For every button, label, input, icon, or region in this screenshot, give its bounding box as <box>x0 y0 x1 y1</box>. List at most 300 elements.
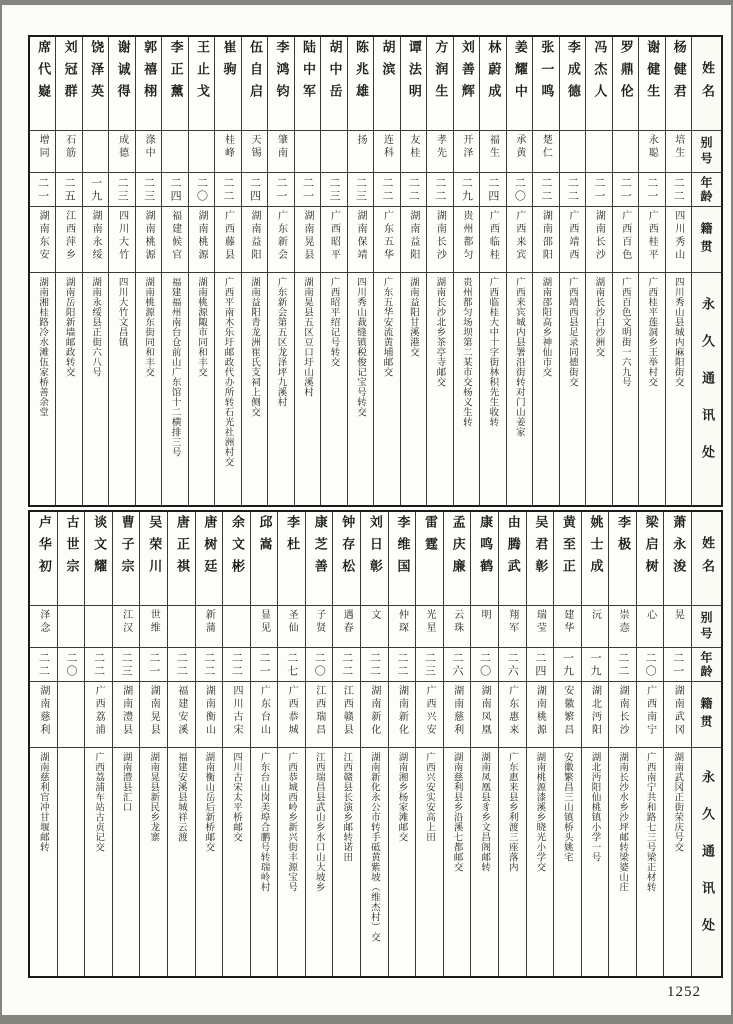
person-address: 湖南桃源东街同和丰交 <box>143 277 155 377</box>
person-native-place: 江西萍乡 <box>56 207 81 273</box>
person-native-place <box>58 682 85 748</box>
person-column <box>250 512 278 976</box>
person-native-place: 广西昭平 <box>321 207 346 273</box>
person-address: 广西百色文明街一六九号 <box>619 277 631 387</box>
person-column <box>214 37 240 505</box>
person-column <box>320 37 346 505</box>
person-address: 湖南永绥县正街六八号 <box>90 277 102 377</box>
person-name: 杨健君 <box>666 37 691 131</box>
person-address: 湖南湘桂路冷水滩伍家桥善余堂 <box>37 277 49 417</box>
person-age: 二〇 <box>189 173 214 207</box>
person-name: 钟存松 <box>333 512 360 606</box>
person-name: 王止戈 <box>189 37 214 131</box>
person-name: 康鸣鹤 <box>471 512 498 606</box>
person-alias <box>58 606 85 648</box>
person-address: 湖南凤凰县豸乡文昌阁邮转 <box>479 752 491 872</box>
person-address: 广西南宁共和路七三号梁正材转 <box>644 752 656 892</box>
person-name: 李杜 <box>278 512 305 606</box>
person-column <box>532 37 558 505</box>
person-age: 二三 <box>136 173 161 207</box>
page-number: 1252 <box>667 984 701 1000</box>
person-alias: 江汉 <box>113 606 140 648</box>
person-native-place: 广东五华 <box>374 207 399 273</box>
person-address: 福建福州南台仓前山广东馆十二横排三号 <box>169 277 181 457</box>
person-age: 二三 <box>321 173 346 207</box>
person-column <box>332 512 360 976</box>
person-alias: 友桂 <box>401 131 426 173</box>
person-column <box>498 512 526 976</box>
person-name: 罗鼎伦 <box>613 37 638 131</box>
person-name: 谭法明 <box>401 37 426 131</box>
person-alias: 崇悫 <box>609 606 636 648</box>
person-column <box>612 37 638 505</box>
person-address: 湖南岳阳新墙邮政转交 <box>63 277 75 377</box>
person-age: 二四 <box>527 648 554 682</box>
person-alias <box>560 131 585 173</box>
person-alias: 楚仁 <box>533 131 558 173</box>
person-address: 江西瑞昌县武山乡水口山大坡乡 <box>313 752 325 892</box>
person-alias: 晃 <box>664 606 691 648</box>
person-native-place: 湖南益阳 <box>242 207 267 273</box>
person-column <box>373 37 399 505</box>
person-name: 刘善辉 <box>454 37 479 131</box>
person-native-place: 广西桂平 <box>639 207 664 273</box>
person-age: 二二 <box>196 648 223 682</box>
person-alias: 成德 <box>109 131 134 173</box>
person-name: 崔驹 <box>215 37 240 131</box>
person-column <box>415 512 443 976</box>
person-native-place: 广西靖西 <box>560 207 585 273</box>
person-name: 姚士成 <box>582 512 609 606</box>
person-age: 一九 <box>582 648 609 682</box>
row-header-column <box>691 512 721 976</box>
person-alias <box>586 131 611 173</box>
person-alias <box>321 131 346 173</box>
person-native-place: 安徽繁昌 <box>554 682 581 748</box>
person-native-place: 广东惠来 <box>499 682 526 748</box>
person-name: 邱嵩 <box>251 512 278 606</box>
person-age: 二一 <box>586 173 611 207</box>
person-age: 二六 <box>444 648 471 682</box>
directory-table-upper <box>28 35 723 507</box>
person-native-place: 湖南新化 <box>361 682 388 748</box>
person-column <box>222 512 250 976</box>
person-address: 四川秀山县城内麻阳街交 <box>672 277 684 387</box>
person-column <box>608 512 636 976</box>
person-alias: 承黄 <box>507 131 532 173</box>
person-native-place: 湖南长沙 <box>427 207 452 273</box>
person-column <box>30 512 57 976</box>
person-alias <box>85 606 112 648</box>
person-name: 康芝善 <box>306 512 333 606</box>
person-native-place: 湖南桃源 <box>136 207 161 273</box>
person-native-place: 江西瑞昌 <box>306 682 333 748</box>
header-label-age: 年龄 <box>692 648 721 682</box>
person-native-place: 广西恭城 <box>278 682 305 748</box>
person-alias <box>295 131 320 173</box>
person-alias: 显见 <box>251 606 278 648</box>
person-age: 二〇 <box>507 173 532 207</box>
person-native-place: 广西荔浦 <box>85 682 112 748</box>
person-column <box>526 512 554 976</box>
person-column <box>55 37 81 505</box>
person-column <box>665 37 691 505</box>
person-name: 唐正祺 <box>168 512 195 606</box>
person-name: 谈文耀 <box>85 512 112 606</box>
person-address: 安徽繁昌三山镇桥头姚宅 <box>561 752 573 862</box>
person-age: 二二 <box>374 173 399 207</box>
person-address: 广西靖西县足录同德街交 <box>566 277 578 387</box>
directory-table-lower <box>28 510 723 978</box>
person-address: 广西兴安实安高上田 <box>424 752 436 842</box>
person-name: 谢健生 <box>639 37 664 131</box>
person-column <box>82 37 108 505</box>
person-name: 陈兆雄 <box>348 37 373 131</box>
person-name: 吴荣川 <box>140 512 167 606</box>
person-column <box>581 512 609 976</box>
person-alias: 永聪 <box>639 131 664 173</box>
person-alias <box>162 131 187 173</box>
person-alias: 开泽 <box>454 131 479 173</box>
person-native-place: 湖南衡山 <box>196 682 223 748</box>
person-alias: 建华 <box>554 606 581 648</box>
person-age: 二二 <box>361 648 388 682</box>
directory-content <box>28 35 723 978</box>
person-address: 湖南澧县汇口 <box>120 752 132 812</box>
person-alias: 云珠 <box>444 606 471 648</box>
person-address: 四川秀山裁缝镇税俊记宝号转交 <box>354 277 366 417</box>
person-column <box>638 37 664 505</box>
scanned-page <box>2 5 731 1015</box>
person-name: 吴君彰 <box>527 512 554 606</box>
person-name: 孟庆廉 <box>444 512 471 606</box>
person-name: 卢华初 <box>30 512 57 606</box>
person-age: 二二 <box>85 648 112 682</box>
person-name: 李维国 <box>389 512 416 606</box>
person-column <box>388 512 416 976</box>
person-address: 四川古宋太平桥邮交 <box>230 752 242 842</box>
person-column <box>347 37 373 505</box>
person-column <box>305 512 333 976</box>
person-age: 二一 <box>251 648 278 682</box>
person-native-place: 广西南宁 <box>637 682 664 748</box>
person-alias: 桂峰 <box>215 131 240 173</box>
person-name: 由腾武 <box>499 512 526 606</box>
person-name: 雷霆 <box>416 512 443 606</box>
person-column <box>470 512 498 976</box>
person-alias: 世维 <box>140 606 167 648</box>
person-age: 二三 <box>416 648 443 682</box>
person-native-place: 广西兴安 <box>416 682 443 748</box>
person-native-place: 福建候官 <box>162 207 187 273</box>
person-native-place: 湖南澧县 <box>113 682 140 748</box>
person-native-place: 湖南长沙 <box>609 682 636 748</box>
person-native-place: 湖南长沙 <box>586 207 611 273</box>
person-name: 席代嶷 <box>30 37 55 131</box>
person-age: 二二 <box>666 173 691 207</box>
person-native-place: 四川古宋 <box>223 682 250 748</box>
person-column <box>559 37 585 505</box>
person-address: 福建安溪县城祥云渡 <box>175 752 187 842</box>
person-age: 二二 <box>609 648 636 682</box>
header-label-alias: 别号 <box>692 606 721 648</box>
person-age: 一九 <box>83 173 108 207</box>
person-age: 二二 <box>215 173 240 207</box>
person-alias: 泽念 <box>30 606 57 648</box>
person-native-place: 湖南保靖 <box>348 207 373 273</box>
person-name: 郭禧栩 <box>136 37 161 131</box>
person-name: 唐树廷 <box>196 512 223 606</box>
person-name: 余文彬 <box>223 512 250 606</box>
person-address: 湖南晃县五区豆口圩山溪村 <box>301 277 313 397</box>
header-label-native: 籍贯 <box>692 682 721 748</box>
person-native-place: 广西来宾 <box>507 207 532 273</box>
person-name: 黄至正 <box>554 512 581 606</box>
person-alias: 明 <box>471 606 498 648</box>
person-address: 广西恭城西岭乡新兴街丰源宝号 <box>286 752 298 892</box>
person-address: 四川大竹文昌镇 <box>116 277 128 347</box>
person-column <box>506 37 532 505</box>
person-name: 伍自启 <box>242 37 267 131</box>
person-column <box>426 37 452 505</box>
person-age: 二〇 <box>471 648 498 682</box>
person-age: 二一 <box>30 173 55 207</box>
person-column <box>277 512 305 976</box>
person-address: 湖南武冈正街荣庆号交 <box>672 752 684 852</box>
person-age: 二二 <box>223 648 250 682</box>
person-age: 二〇 <box>306 648 333 682</box>
person-name: 谢诚得 <box>109 37 134 131</box>
person-address: 广东台山岗美埠合鹏号转瑞岭村 <box>258 752 270 892</box>
person-age: 二九 <box>454 173 479 207</box>
person-alias: 培生 <box>666 131 691 173</box>
person-column <box>57 512 85 976</box>
person-native-place: 湖南凤凰 <box>471 682 498 748</box>
person-address: 广东五华安流黄埔邮交 <box>381 277 393 377</box>
person-age: 二三 <box>109 173 134 207</box>
person-address: 湖南慈利官冲甘堰邮转 <box>37 752 49 852</box>
person-native-place: 湖南邵阳 <box>533 207 558 273</box>
person-native-place: 湖南慈利 <box>30 682 57 748</box>
person-alias: 扬 <box>348 131 373 173</box>
person-age: 二二 <box>389 648 416 682</box>
person-age: 二三 <box>348 173 373 207</box>
person-age: 二二 <box>168 648 195 682</box>
person-address: 湖南长沙水乡沙坪邮转梁婆山庄 <box>617 752 629 892</box>
person-name: 张一鸣 <box>533 37 558 131</box>
person-column <box>84 512 112 976</box>
person-native-place: 江西赣县 <box>333 682 360 748</box>
person-address: 湖南桃源漆溪乡晓光小学交 <box>534 752 546 872</box>
person-alias <box>83 131 108 173</box>
header-label-address: 永久通讯处 <box>699 769 714 955</box>
person-age: 二二 <box>533 173 558 207</box>
person-alias: 子贤 <box>306 606 333 648</box>
header-label-address: 永久通讯处 <box>699 296 714 482</box>
person-address: 湖南长沙北乡茶亭寺邮交 <box>434 277 446 387</box>
person-column <box>167 512 195 976</box>
person-alias <box>223 606 250 648</box>
person-address: 湖南慈利县乡沿溪七都邮交 <box>451 752 463 872</box>
person-native-place: 湖南永绥 <box>83 207 108 273</box>
person-alias: 圣仙 <box>278 606 305 648</box>
person-native-place: 湖北沔阳 <box>582 682 609 748</box>
person-column <box>267 37 293 505</box>
person-name: 李正薰 <box>162 37 187 131</box>
person-native-place: 湖南益阳 <box>401 207 426 273</box>
person-address: 江西赣县长演乡邮转诺田 <box>341 752 353 862</box>
person-address: 湖南益阳甘溪港交 <box>407 277 419 357</box>
person-address: 广东惠来县乡利渡三座落内 <box>506 752 518 872</box>
person-age: 二七 <box>278 648 305 682</box>
person-column <box>112 512 140 976</box>
header-label-native: 籍贯 <box>692 207 721 273</box>
person-age: 二五 <box>56 173 81 207</box>
person-alias: 光星 <box>416 606 443 648</box>
person-native-place: 四川秀山 <box>666 207 691 273</box>
header-label-name: 姓名 <box>692 37 721 131</box>
person-name: 冯杰人 <box>586 37 611 131</box>
person-column <box>663 512 691 976</box>
person-name: 姜耀中 <box>507 37 532 131</box>
person-alias: 肇南 <box>268 131 293 173</box>
person-column <box>400 37 426 505</box>
person-address <box>58 748 85 976</box>
person-name: 刘日彰 <box>361 512 388 606</box>
person-address: 广西临桂大中十字街林积先生收转 <box>487 277 499 427</box>
person-alias: 心 <box>637 606 664 648</box>
person-alias: 福生 <box>480 131 505 173</box>
person-alias: 仲琛 <box>389 606 416 648</box>
person-age: 二二 <box>333 648 360 682</box>
person-name: 方润生 <box>427 37 452 131</box>
person-address: 湖南晃县新民乡龙寨 <box>148 752 160 842</box>
person-address: 广东新会第五区龙泽坪九溪村 <box>275 277 287 407</box>
person-age: 二一 <box>295 173 320 207</box>
person-age: 二〇 <box>637 648 664 682</box>
person-age: 二一 <box>268 173 293 207</box>
person-column <box>161 37 187 505</box>
person-native-place: 湖南晃县 <box>140 682 167 748</box>
person-column <box>453 37 479 505</box>
person-address: 湖南桃源陬市同和丰交 <box>196 277 208 377</box>
person-alias <box>168 606 195 648</box>
person-alias: 沅 <box>582 606 609 648</box>
person-name: 李成德 <box>560 37 585 131</box>
person-native-place: 湖南新化 <box>389 682 416 748</box>
person-alias: 遇春 <box>333 606 360 648</box>
person-alias: 翔军 <box>499 606 526 648</box>
person-address: 湖南长沙白沙洲交 <box>593 277 605 357</box>
person-native-place: 广西藤县 <box>215 207 240 273</box>
person-age: 二一 <box>664 648 691 682</box>
person-column <box>139 512 167 976</box>
person-native-place: 四川大竹 <box>109 207 134 273</box>
person-address: 湖北沔阳仙桃镇小学一号 <box>589 752 601 862</box>
person-age: 二二 <box>427 173 452 207</box>
person-native-place: 广东台山 <box>251 682 278 748</box>
header-label-name: 姓名 <box>692 512 721 606</box>
person-name: 刘冠群 <box>56 37 81 131</box>
person-native-place: 广东新会 <box>268 207 293 273</box>
person-address: 广西昭平绍记号转交 <box>328 277 340 367</box>
person-address: 湖南益阳青龙洲崔氏支祠上侧交 <box>249 277 261 417</box>
person-column <box>479 37 505 505</box>
person-name: 胡滨 <box>374 37 399 131</box>
person-age: 二二 <box>401 173 426 207</box>
person-native-place: 湖南晃县 <box>295 207 320 273</box>
person-column <box>636 512 664 976</box>
person-age: 二六 <box>499 648 526 682</box>
person-native-place: 湖南桃源 <box>527 682 554 748</box>
person-name: 饶泽英 <box>83 37 108 131</box>
person-name: 胡中岳 <box>321 37 346 131</box>
person-address: 广西荔浦车站古贞记交 <box>93 752 105 852</box>
person-alias: 孝先 <box>427 131 452 173</box>
person-column <box>195 512 223 976</box>
person-native-place: 广西临桂 <box>480 207 505 273</box>
person-address: 湖南衡山岳后新桥邮交 <box>203 752 215 852</box>
person-alias: 石筋 <box>56 131 81 173</box>
person-alias: 文 <box>361 606 388 648</box>
person-column <box>360 512 388 976</box>
person-column <box>585 37 611 505</box>
person-age: 二四 <box>480 173 505 207</box>
person-alias <box>189 131 214 173</box>
person-age: 二四 <box>162 173 187 207</box>
person-native-place: 贵州都匀 <box>454 207 479 273</box>
person-age: 一九 <box>554 648 581 682</box>
person-column <box>443 512 471 976</box>
person-column <box>294 37 320 505</box>
person-address: 贵州都匀场坝第二某市交杨义生转 <box>460 277 472 427</box>
person-alias: 天锡 <box>242 131 267 173</box>
person-native-place: 湖南桃源 <box>189 207 214 273</box>
person-column <box>108 37 134 505</box>
person-address: 湖南邵阳高乡神仙市交 <box>540 277 552 377</box>
person-column <box>135 37 161 505</box>
person-address: 广西平南木乐圩邮政代办所转石光社洲村交 <box>222 277 234 467</box>
person-age: 二三 <box>113 648 140 682</box>
person-native-place: 福建安溪 <box>168 682 195 748</box>
person-age: 二一 <box>140 648 167 682</box>
person-column <box>241 37 267 505</box>
person-alias <box>613 131 638 173</box>
person-name: 李极 <box>609 512 636 606</box>
person-name: 萧永浚 <box>664 512 691 606</box>
person-native-place: 湖南东安 <box>30 207 55 273</box>
person-name: 梁启树 <box>637 512 664 606</box>
person-address: 广西来宾城内县署沿街转对门山姜家 <box>513 277 525 437</box>
person-alias: 增同 <box>30 131 55 173</box>
person-age: 二二 <box>30 648 57 682</box>
header-label-age: 年龄 <box>692 173 721 207</box>
person-alias: 新蒲 <box>196 606 223 648</box>
person-age: 二二 <box>560 173 585 207</box>
person-name: 曹子宗 <box>113 512 140 606</box>
person-column <box>553 512 581 976</box>
person-age: 二一 <box>639 173 664 207</box>
header-label-alias: 别号 <box>692 131 721 173</box>
person-name: 李鸿钧 <box>268 37 293 131</box>
person-column <box>30 37 55 505</box>
person-column <box>188 37 214 505</box>
person-native-place: 广西百色 <box>613 207 638 273</box>
person-name: 陆中军 <box>295 37 320 131</box>
person-address: 湖南新化永公市转手砥黄紫坡（维杰村）交 <box>368 752 380 942</box>
row-header-column <box>691 37 721 505</box>
person-name: 古世宗 <box>58 512 85 606</box>
